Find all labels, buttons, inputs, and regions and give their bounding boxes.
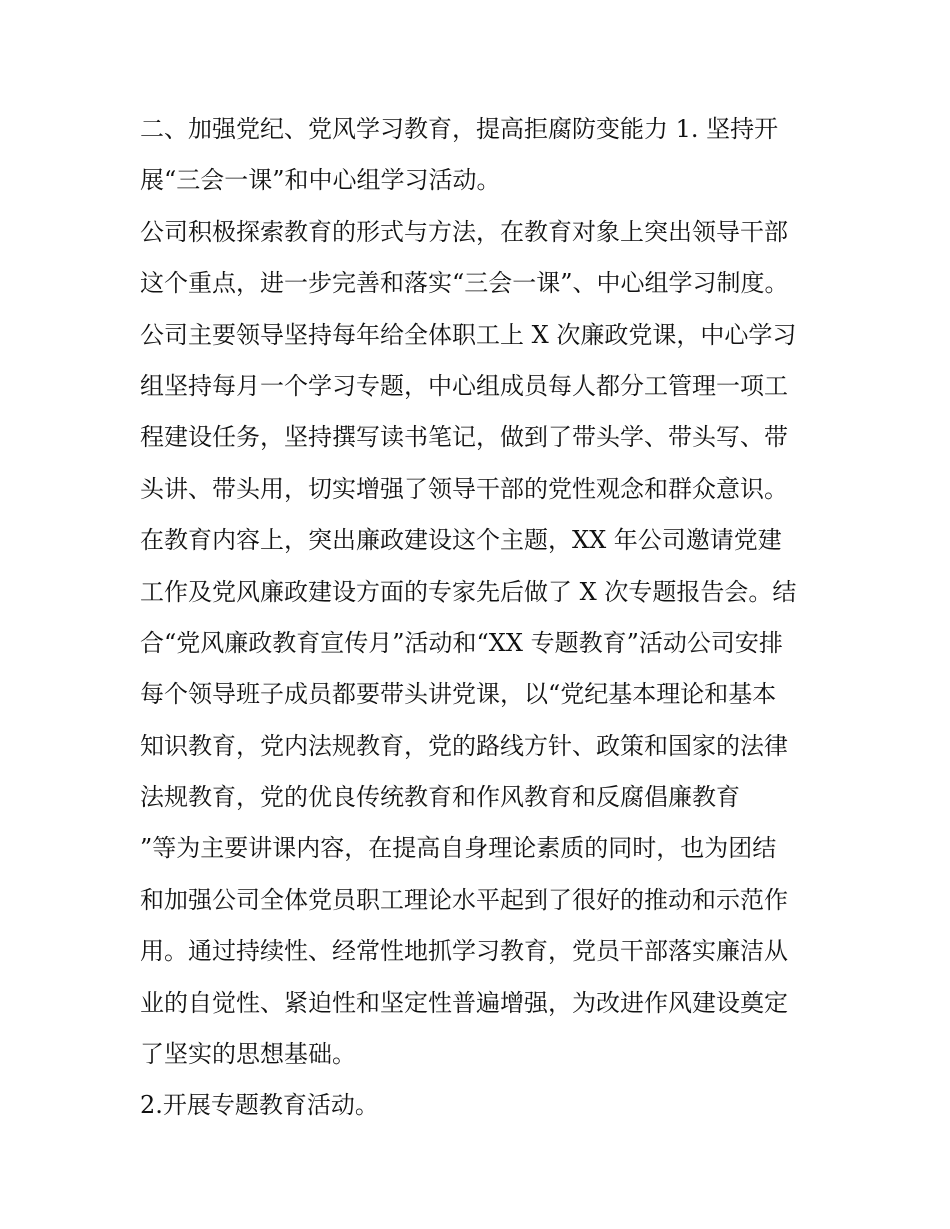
text-line: 用。通过持续性、经常性地抓学习教育，党员干部落实廉洁从: [140, 937, 788, 966]
text-line: 头讲、带头用，切实增强了领导干部的党性观念和群众意识。: [140, 474, 788, 503]
text-line: 2.开展专题教育活动。: [140, 1091, 379, 1120]
text-line: 知识教育，党内法规教育，党的路线方针、政策和国家的法律: [140, 731, 788, 760]
text-line: 合“党风廉政教育宣传月”活动和“XX 专题教育”活动公司安排: [140, 628, 783, 657]
text-line: 业的自觉性、紧迫性和坚定性普遍增强，为改进作风建设奠定: [140, 988, 788, 1017]
text-line: 二、加强党纪、党风学习教育，提高拒腐防变能力 1. 坚持开: [140, 115, 779, 143]
text-line: 程建设任务，坚持撰写读书笔记，做到了带头学、带头写、带: [140, 423, 788, 452]
text-line: 展“三会一课”和中心组学习活动。: [140, 166, 501, 195]
text-line: 了坚实的思想基础。: [140, 1040, 356, 1069]
text-line: 每个领导班子成员都要带头讲党课，以“党纪基本理论和基本: [140, 680, 777, 709]
text-line: 公司主要领导坚持每年给全体职工上 X 次廉政党课，中心学习: [140, 320, 797, 349]
text-line: 组坚持每月一个学习专题，中心组成员每人都分工管理一项工: [140, 371, 788, 400]
document-body: [140, 104, 820, 1132]
text-line: 工作及党风廉政建设方面的专家先后做了 X 次专题报告会。结: [140, 577, 797, 606]
text-line: 在教育内容上，突出廉政建设这个主题，XX 年公司邀请党建: [140, 526, 782, 555]
text-line: ”等为主要讲课内容，在提高自身理论素质的同时，也为团结: [140, 834, 777, 863]
text-line: 和加强公司全体党员职工理论水平起到了很好的推动和示范作: [140, 885, 788, 914]
text-line: 这个重点，进一步完善和落实“三会一课”、中心组学习制度。: [140, 269, 789, 298]
text-line: 法规教育，党的优良传统教育和作风教育和反腐倡廉教育: [140, 783, 740, 812]
text-line: 公司积极探索教育的形式与方法，在教育对象上突出领导干部: [140, 217, 788, 246]
